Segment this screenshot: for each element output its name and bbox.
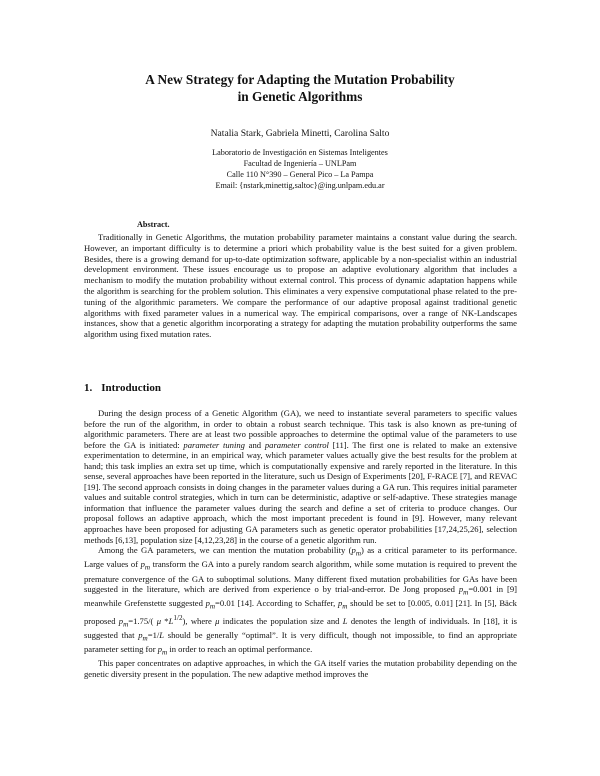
affiliation-block bbox=[60, 147, 540, 191]
abstract-heading: Abstract. bbox=[137, 220, 170, 229]
paragraph-3: This paper concentrates on adaptive approaches, in which the GA itself varies the mutation probability depending on the genetic diversity present in the population. The new adaptive method improves the bbox=[84, 658, 517, 679]
paragraph-1: During the design process of a Genetic Algorithm (GA), we need to instantiate several parameters to specific values before the run of the algorithm, in order to obtain a robust search technique. This task is also known as pre-tuning of algorithmic parameters. There are at least two possible approaches to determine the optimal value of the parameters to use before the GA is initiated: parameter tuning and parameter control [11]. The first one is related to make an extensive experimentation to determine, in an empirical way, which parameter values actually give the best results for the problem at hand; this task implies an extra set up time, which is computationally expensive and rarely reported in the literature. In this sense, several approaches have been reported in the literature, such us Design of Experiments [20], F-RACE [7], and REVAC [19]. The second approach consists in doing changes in the parameter values during a GA run. This requires initial parameter values and suitable control strategies, which in turn can be deterministic, adaptive or self-adaptive. These strategies manage information that influence the parameter values during the search and define a set of criteria to produce changes. Our proposal follows an adaptive approach, which the most important precedent is found in [9]. However, many relevant approaches have been proposed for adjusting GA parameters such as genetic operator probabilities [17,24,25,26], selection methods [6,13], population size [4,12,23,28] in the course of a genetic algorithm run. bbox=[84, 408, 517, 545]
section-title: Introduction bbox=[101, 382, 161, 394]
section-number: 1. bbox=[84, 382, 93, 394]
title-line-1: A New Strategy for Adapting the Mutation Probability bbox=[145, 72, 455, 87]
abstract-body: Traditionally in Genetic Algorithms, the mutation probability parameter maintains a constant value during the search. However, an important difficulty is to determine a priori which probability value is the best suited for a given problem. Besides, there is a growing demand for up-to-date optimization software, applicable by a non-specialist within an industrial development environment. These issues encourage us to propose an adaptive evolutionary algorithm that includes a mechanism to modify the mutation probability without external control. This process of dynamic adaptation happens while the algorithm is searching for the problem solution. This eliminates a very expensive computational phase related to the pre-tuning of the algorithmic parameters. We compare the performance of our adaptive proposal against traditional genetic algorithms with fixed parameter values in a numerical way. The empirical comparisons, over a range of NK-Landscapes instances, show that a genetic algorithm incorporating a strategy for adapting the mutation probability outperforms the same algorithm using fixed mutation rates. bbox=[84, 232, 517, 340]
section-heading-introduction bbox=[84, 382, 161, 395]
paper-title bbox=[60, 71, 540, 105]
abstract-text bbox=[84, 232, 517, 340]
affiliation-address: Calle 110 N°390 – General Pico – La Pampa bbox=[226, 170, 374, 179]
affiliation-faculty: Facultad de Ingeniería – UNLPam bbox=[243, 159, 357, 168]
paragraph-2: Among the GA parameters, we can mention the mutation probability $(p_m)$ as a critical parameter to its performance. Large values of $p_m$ transform the GA into a purely random search algorithm, while some mutation is required to prevent the premature convergence of the GA to suboptimal solutions. Many different fixed mutation probabilities for GAs have been suggested in the literature, which are derived from experience o by trial-and-error. De Jong proposed $p_m=0.001$ in [9] meanwhile Grefenstette suggested $p_m=0.01$ [14]. According to Schaffer, $p_m$ should be set to [0.005, 0.01] [21]. In [5], Bäck proposed $p_m=1.75/$( μ $*L^{1/2}$), where μ indicates the population size and L denotes the length of individuals. In [18], it is suggested that $p_m=1/L$ should be generally “optimal”. It is very difficult, though not impossible, to find an appropriate parameter setting for $p_m$ in order to reach an optimal performance. bbox=[84, 545, 517, 657]
author-list: Natalia Stark, Gabriela Minetti, Carolina Salto bbox=[210, 128, 390, 139]
introduction-body bbox=[84, 408, 517, 679]
affiliation-email: Email: {nstark,minettig,saltoc}@ing.unlpam.edu.ar bbox=[215, 181, 385, 190]
title-line-2: in Genetic Algorithms bbox=[237, 89, 363, 104]
affiliation-lab: Laboratorio de Investigación en Sistemas Inteligentes bbox=[212, 148, 388, 157]
